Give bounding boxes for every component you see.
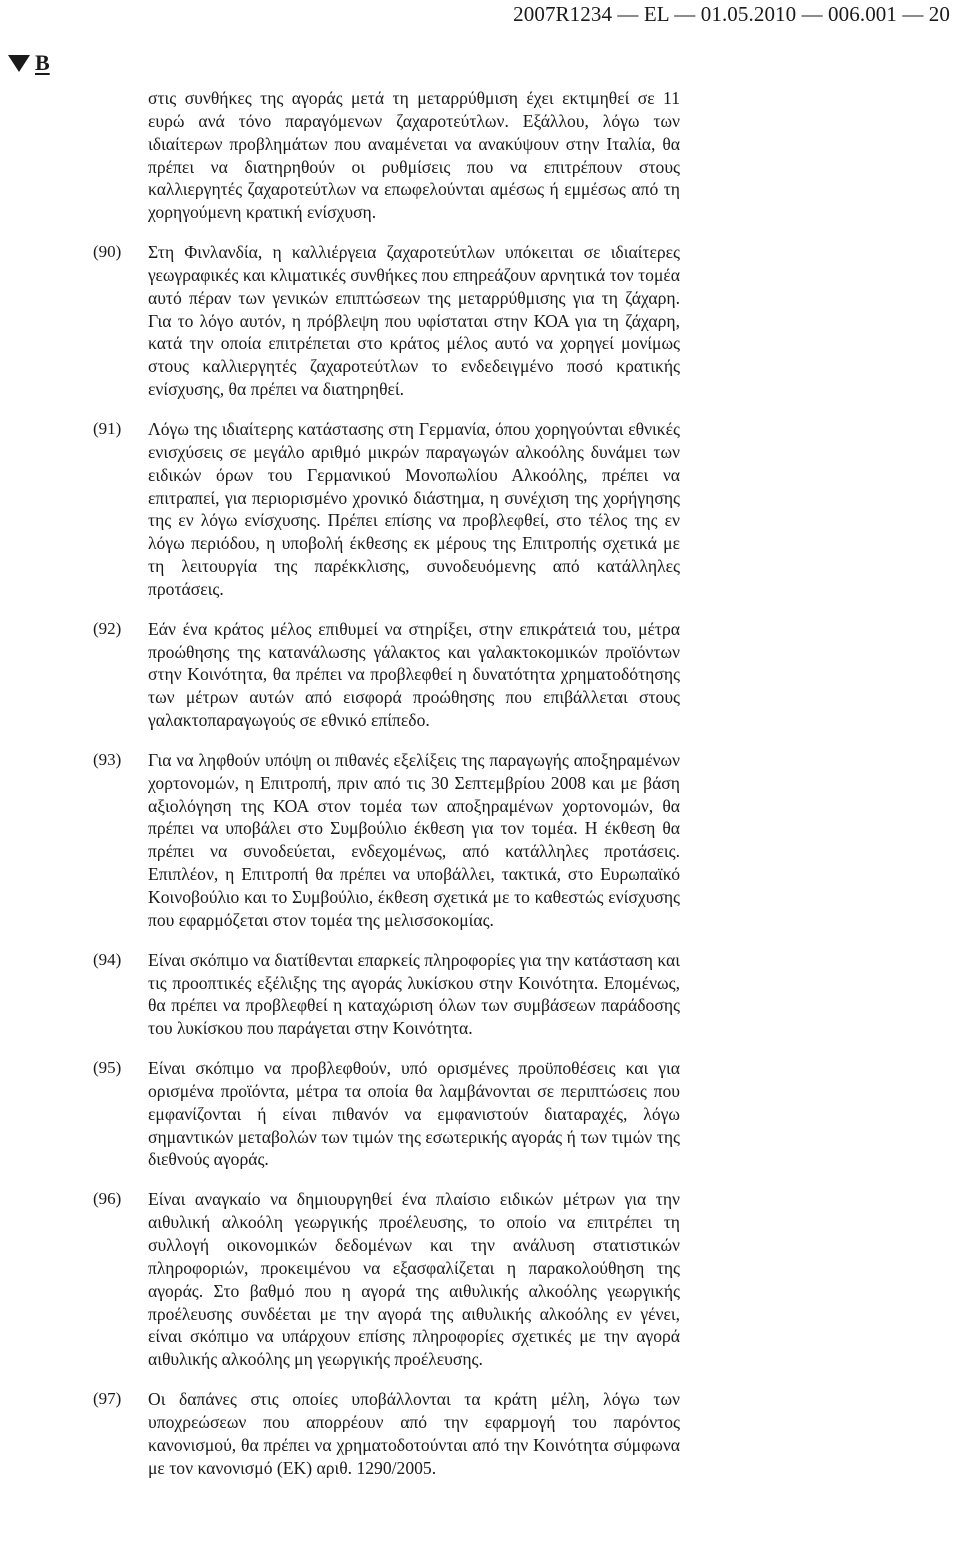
document-reference-header: 2007R1234 — EL — 01.05.2010 — 006.001 — 20 [513, 2, 950, 26]
recital-92 [0, 618, 960, 732]
recital-number: (97) [93, 1389, 122, 1409]
recital-number: (96) [93, 1189, 122, 1209]
recital-90 [0, 241, 960, 401]
recital-97 [0, 1388, 960, 1479]
recital-text: Στη Φινλανδία, η καλλιέργεια ζαχαροτεύτλων υπόκειται σε ιδιαίτερες γεωγραφικές και κλιματικές συνθήκες που επηρεάζουν αρνητικά τον τομέα αυτό πέραν των γενικών επιπτώσεων της μεταρρύθμισης για τη ζάχαρη. Για το λόγο αυτόν, η πρόβλεψη που υφίσταται στην ΚΟΑ για τη ζάχαρη, κατά την οποία επιτρέπεται στο κράτος μέλος αυτό να χορηγεί μονίμως στους καλλιεργητές ζαχαροτεύτλων το ενδεδειγμένο ποσό κρατικής ενίσχυσης, θα πρέπει να διατηρηθεί. [148, 242, 680, 400]
recital-text: Εάν ένα κράτος μέλος επιθυμεί να στηρίξει, στην επικράτειά του, μέτρα προώθησης της κατανάλωσης γάλακτος και γαλακτοκομικών προϊόντων στην Κοινότητα, θα πρέπει να προβλεφθεί η δυνατότητα χρηματοδότησης των μέτρων αυτών από εισφορά προώθησης που επιβάλλεται στους γαλακτοπαραγωγούς σε εθνικό επίπεδο. [148, 618, 680, 731]
document-body [0, 87, 960, 1496]
recital-number: (90) [93, 242, 122, 262]
recital-93 [0, 749, 960, 932]
marker-letter: B [35, 50, 50, 75]
recital-number: (93) [93, 749, 122, 769]
recital-continuation [0, 87, 960, 224]
recital-number: (91) [93, 418, 122, 438]
recital-text: Για να ληφθούν υπόψη οι πιθανές εξελίξεις της παραγωγής αποξηραμένων χορτονομών, η Επιτροπή, πριν από τις 30 Σεπτεμβρίου 2008 και με βάση αξιολόγηση της ΚΟΑ στον τομέα των αποξηραμένων χορτονομών, θα πρέπει να υποβάλει στο Συμβούλιο έκθεση για τον τομέα. Η έκθεση θα πρέπει να συνοδεύεται, ενδεχομένως, από κατάλληλες προτάσεις. Επιπλέον, η Επιτροπή θα πρέπει να υποβάλλει, τακτικά, στο Ευρωπαϊκό Κοινοβούλιο και το Συμβούλιο, έκθεση σχετικά με το καθεστώς ενίσχυσης που εφαρμόζεται στον τομέα της μελισσοκομίας. [148, 749, 680, 930]
recital-text: Είναι σκόπιμο να προβλεφθούν, υπό ορισμένες προϋποθέσεις και για ορισμένα προϊόντα, μέτρα τα οποία θα λαμβάνονται σε περιπτώσεις που εμφανίζονται ή είναι πιθανόν να εμφανιστούν διαταραχές, λόγω σημαντικών μεταβολών των τιμών της εσωτερικής αγοράς ή των τιμών της διεθνούς αγοράς. [148, 1058, 680, 1170]
recital-number: (94) [93, 949, 122, 969]
recital-95 [0, 1057, 960, 1171]
recital-94 [0, 949, 960, 1040]
triangle-down-icon [8, 55, 30, 72]
recital-text: Είναι σκόπιμο να διατίθενται επαρκείς πληροφορίες για την κατάσταση και τις προοπτικές εξέλιξης της αγοράς λυκίσκου στην Κοινότητα. Επομένως, θα πρέπει να προβλεφθεί η καταχώριση όλων των συμβάσεων παράδοσης του λυκίσκου που παράγεται στην Κοινότητα. [148, 949, 680, 1039]
recital-96 [0, 1188, 960, 1371]
recital-text: Οι δαπάνες στις οποίες υποβάλλονται τα κράτη μέλη, λόγω των υποχρεώσεων που απορρέουν από την εφαρμογή του παρόντος κανονισμού, θα πρέπει να χρηματοδοτούνται από την Κοινότητα σύμφωνα με τον κανονισμό (ΕΚ) αριθ. 1290/2005. [148, 1389, 680, 1478]
amendment-marker [8, 50, 50, 76]
recital-91 [0, 418, 960, 601]
recital-number: (95) [93, 1058, 122, 1078]
recital-text: Είναι αναγκαίο να δημιουργηθεί ένα πλαίσιο ειδικών μέτρων για την αιθυλική αλκοόλη γεωργικής προέλευσης, το οποίο να επιτρέπει τη συλλογή οικονομικών δεδομένων και την ανάλυση στατιστικών πληροφοριών, προκειμένου να εξασφαλίζεται η παρακολούθηση της αγοράς. Στο βαθμό που η αγορά της αιθυλικής αλκοόλης γεωργικής προέλευσης συνδέεται με την αγορά της αιθυλικής αλκοόλης εν γένει, είναι σκόπιμο να υπάρχουν επίσης πληροφορίες σχετικές με την αγορά αιθυλικής αλκοόλης μη γεωργικής προέλευσης. [148, 1189, 680, 1370]
recital-number: (92) [93, 618, 122, 638]
recital-text: στις συνθήκες της αγοράς μετά τη μεταρρύθμιση έχει εκτιμηθεί σε 11 ευρώ ανά τόνο παραγόμενων ζαχαροτεύτλων. Εξάλλου, λόγω των ιδιαίτερων προβλημάτων που αναμένεται να ανακύψουν στην Ιταλία, θα πρέπει να διατηρηθούν οι ρυθμίσεις που να επιτρέπουν στους καλλιεργητές ζαχαροτεύτλων να επωφελούνται αμέσως ή εμμέσως από τη χορηγούμενη κρατική ενίσχυση. [148, 88, 680, 223]
recital-text: Λόγω της ιδιαίτερης κατάστασης στη Γερμανία, όπου χορηγούνται εθνικές ενισχύσεις σε μεγάλο αριθμό μικρών παραγωγών αλκοόλης δυνάμει των ειδικών όρων του Γερμανικού Μονοπωλίου Αλκοόλης, πρέπει να επιτραπεί, για περιορισμένο χρονικό διάστημα, η συνέχιση της χορήγησης της εν λόγω ενίσχυσης. Πρέπει επίσης να προβλεφθεί, στο τέλος της εν λόγω περιόδου, η υποβολή έκθεσης εκ μέρους της Επιτροπής σχετικά με τη λειτουργία της παρέκκλισης, συνοδευόμενης από κατάλληλες προτάσεις. [148, 418, 680, 599]
